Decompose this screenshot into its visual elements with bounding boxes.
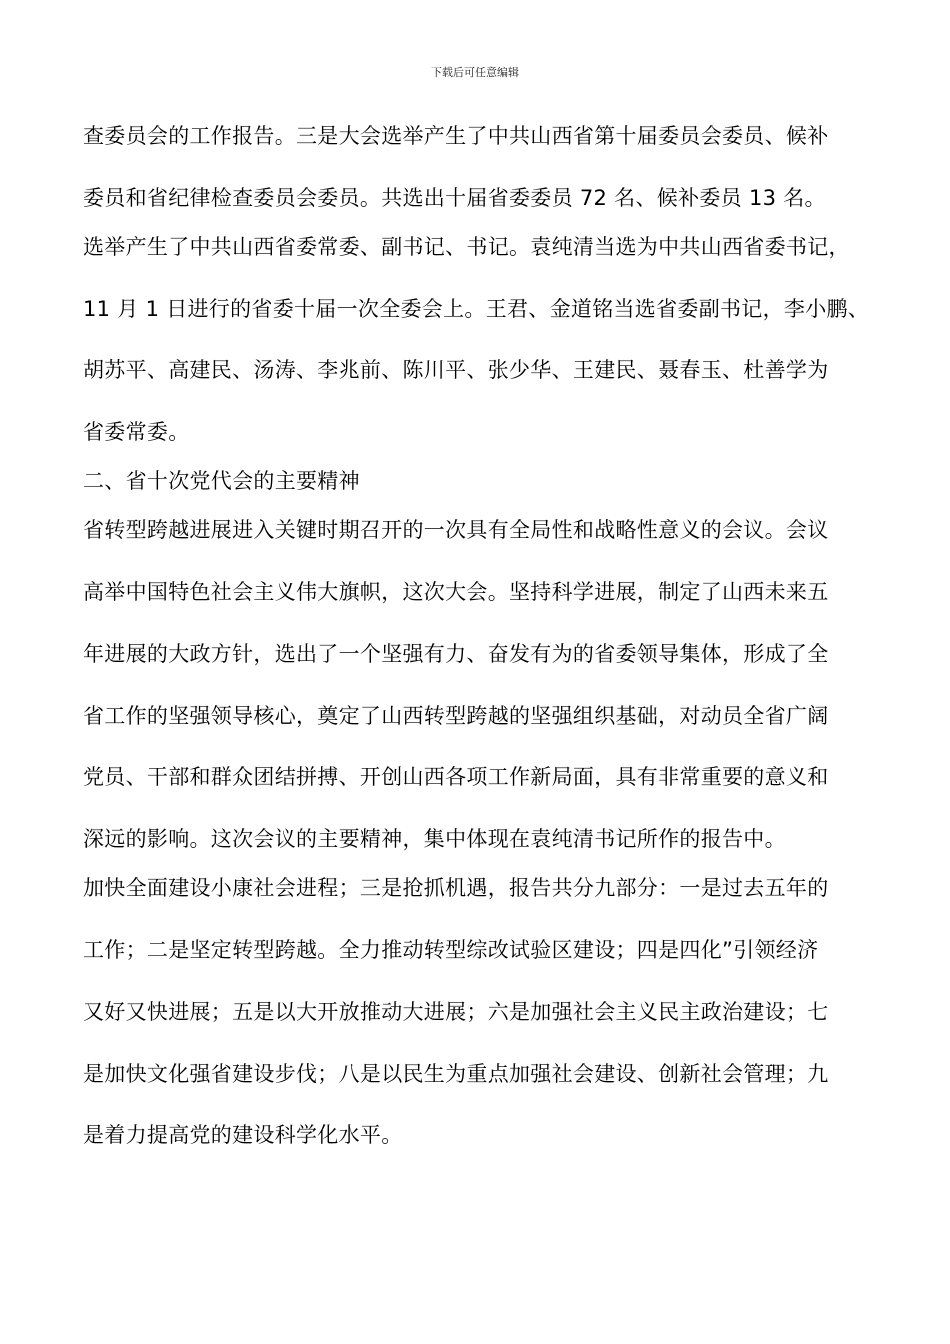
text-line: 11 月 1 日进行的省委十届一次全委会上。王君、金道铭当选省委副书记，李小鹏、 [83, 296, 870, 321]
text-line: 又好又快进展；五是以大开放推动大进展；六是加强社会主义民主政治建设；七 [83, 999, 829, 1024]
text-line: 加快全面建设小康社会进程；三是抢抓机遇，报告共分九部分：一是过去五年的 [83, 876, 829, 901]
text-line: 胡苏平、高建民、汤涛、李兆前、陈川平、张少华、王建民、聂春玉、杜善学为 [83, 358, 829, 383]
text-line: 是着力提高党的建设科学化水平。 [83, 1123, 403, 1148]
text-line: 高举中国特色社会主义伟大旗帜，这次大会。坚持科学进展，制定了山西未来五 [83, 579, 829, 604]
page-header-note: 下载后可任意编辑 [431, 66, 519, 79]
text-line: 年进展的大政方针，选出了一个坚强有力、奋发有为的省委领导集体，形成了全 [83, 641, 829, 666]
text-line: 党员、干部和群众团结拼搏、开创山西各项工作新局面，具有非常重要的意义和 [83, 765, 829, 790]
text-line: 工作；二是坚定转型跨越。全力推动转型综改试验区建设；四是四化”引领经济 [83, 937, 819, 962]
text-line: 深远的影响。这次会议的主要精神，集中体现在袁纯清书记所作的报告中。 [83, 827, 786, 852]
text-line: 委员和省纪律检查委员会委员。共选出十届省委委员 72 名、候补委员 13 名。 [83, 185, 826, 210]
text-line: 选举产生了中共山西省委常委、副书记、书记。袁纯清当选为中共山西省委书记， [83, 234, 850, 259]
text-line: 省委常委。 [83, 420, 190, 445]
document-body [83, 112, 883, 1173]
text-line: 查委员会的工作报告。三是大会选举产生了中共山西省第十届委员会委员、候补 [83, 124, 829, 148]
text-line: 省转型跨越进展进入关键时期召开的一次具有全局性和战略性意义的会议。会议 [83, 518, 829, 543]
section-heading: 二、省十次党代会的主要精神 [83, 469, 360, 494]
text-line: 是加快文化强省建设步伐；八是以民生为重点加强社会建设、创新社会管理；九 [83, 1061, 829, 1086]
text-line: 省工作的坚强领导核心，奠定了山西转型跨越的坚强组织基础，对动员全省广阔 [83, 703, 829, 728]
